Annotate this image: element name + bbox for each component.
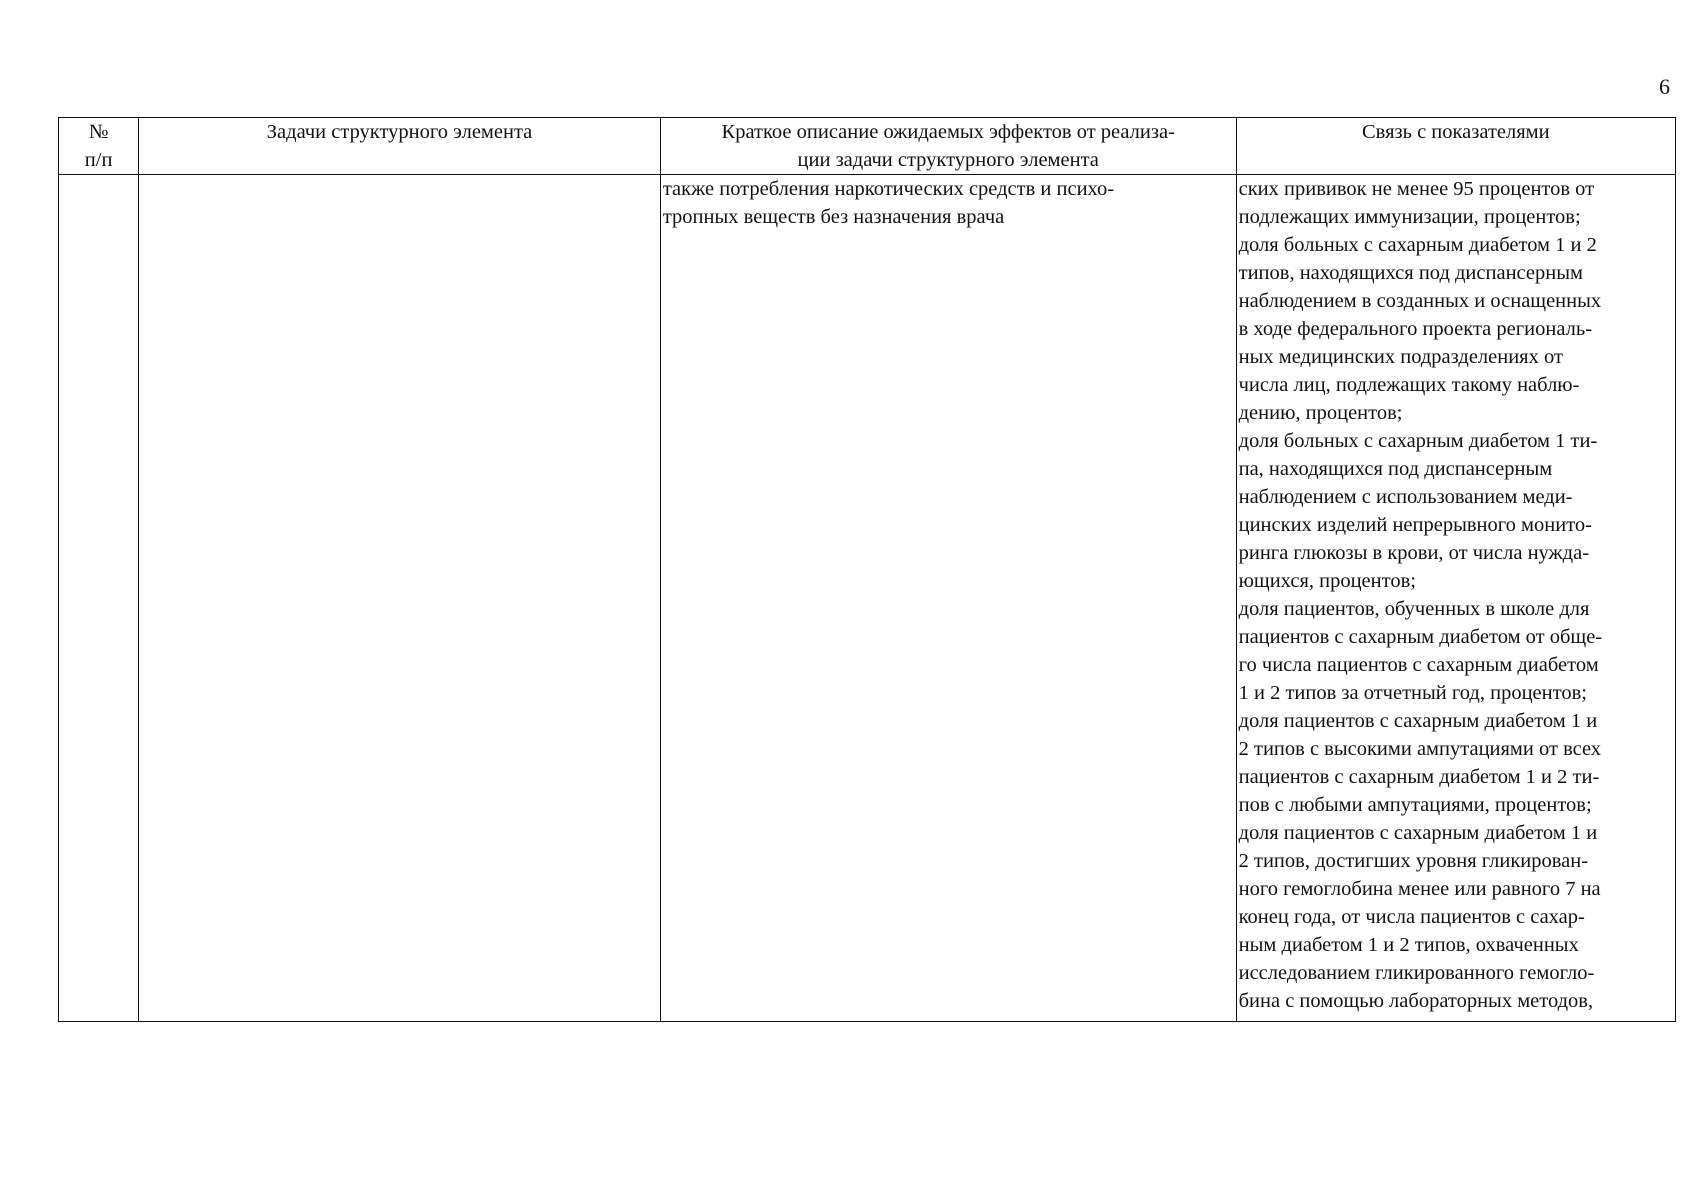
header-links	[1236, 118, 1675, 175]
header-number-text: № п/п	[84, 121, 113, 171]
cell-effects	[660, 175, 1236, 1022]
table-header	[59, 118, 1676, 175]
header-tasks-text: Задачи структурного элемента	[266, 121, 533, 143]
header-effects-text: Краткое описание ожидаемых эффектов от реализа- ции задачи структурного элемента	[721, 121, 1175, 171]
cell-tasks	[139, 175, 661, 1022]
table-body	[59, 175, 1676, 1022]
header-effects	[660, 118, 1236, 175]
cell-effects-text: также потребления наркотических средств и психо- тропных веществ без назначения врача	[662, 178, 1115, 228]
header-links-text: Связь с показателями	[1362, 121, 1550, 143]
cell-links-text: ских прививок не менее 95 процентов от подлежащих иммунизации, процентов; доля больных с сахарным диабетом 1 и 2 типов, находящихся под диспансерным наблюдением в созданных и оснащенных в ходе федерального проекта региональ- ных медицинских подразделениях от числа лиц, подлежащих такому наблю- дению, процентов; доля больных с сахарным диабетом 1 ти- па, находящихся под диспансерным наблюдением с использованием меди- цинских изделий непрерывного монито- ринга глюкозы в крови, от числа нужда- ющихся, процентов; доля пациентов, обученных в школе для пациентов с сахарным диабетом от обще- го числа пациентов с сахарным диабетом 1 и 2 типов за отчетный год, процентов; доля пациентов с сахарным диабетом 1 и 2 типов с высокими ампутациями от всех пациентов с сахарным диабетом 1 и 2 ти- пов с любыми ампутациями, процентов; доля пациентов с сахарным диабетом 1 и 2 типов, достигших уровня гликирован- ного гемоглобина менее или равного 7 на конец года, от числа пациентов с сахар- ным диабетом 1 и 2 типов, охваченных исследованием гликированного гемогло- бина с помощью лабораторных методов,	[1238, 178, 1603, 1012]
cell-links	[1236, 175, 1675, 1022]
cell-number	[59, 175, 139, 1022]
header-tasks	[139, 118, 661, 175]
header-row	[59, 118, 1676, 175]
table-row	[59, 175, 1676, 1022]
indicators-table	[58, 117, 1676, 1022]
page-number: 6	[1659, 74, 1670, 99]
header-number	[59, 118, 139, 175]
